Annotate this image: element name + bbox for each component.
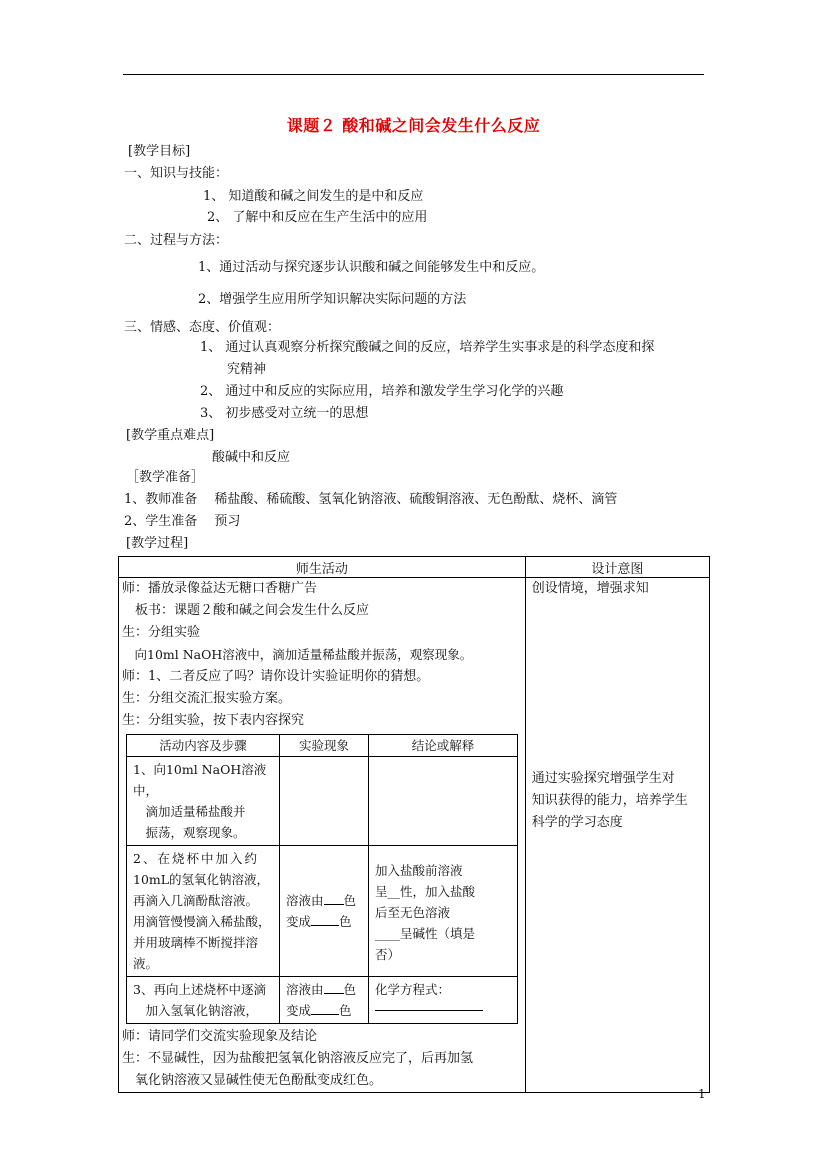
activity-line: 生：分组实验，按下表内容探究 [122, 713, 305, 728]
keypoints-text: 酸碱中和反应 [212, 450, 291, 465]
cell-line: 滴加适量稀盐酸并 [133, 804, 246, 819]
objective-item: 3、 初步感受对立统一的思想 [200, 406, 369, 421]
cell-line: 否） [375, 947, 401, 962]
equation-blank [375, 1000, 483, 1011]
experiment-table [126, 734, 518, 1024]
objectives-heading: [教学目标] [128, 144, 191, 159]
col-header-intent: 设计意图 [525, 557, 709, 578]
cell-line: 用滴管慢慢滴入稀盐酸， [133, 914, 271, 929]
exp-row1-conclusion [369, 757, 518, 846]
intent-cell [525, 578, 709, 1093]
activity-cell [119, 578, 526, 1093]
exp-row1-steps [127, 757, 280, 846]
header-rule [123, 74, 704, 75]
teacher-preparation: 1、教师准备 稀盐酸、稀硫酸、氢氧化钠溶液、硫酸铜溶液、无色酚酞、烧杯、滴管 [124, 492, 618, 507]
cell-line: 加入盐酸前溶液 [375, 863, 463, 878]
intent-line: 通过实验探究增强学生对 [531, 771, 675, 786]
cell-line: 振荡，观察现象。 [133, 825, 246, 840]
section-process: 二、过程与方法： [124, 233, 229, 248]
exp-row1-phenomenon [280, 757, 369, 846]
student-preparation: 2、学生准备 预习 [124, 514, 241, 529]
cell-line: 呈__性，加入盐酸 [375, 884, 476, 899]
cell-line: 2、在烧杯中加入约 [133, 851, 259, 866]
phenomenon-line: 变成 色 [286, 1003, 352, 1018]
objective-item: 2、 了解中和反应在生产生活中的应用 [207, 210, 428, 225]
section-attitude: 三、情感、态度、价值观： [124, 320, 281, 335]
phenomenon-line: 溶液由 色 [286, 982, 357, 997]
preparation-heading: ［教学准备］ [126, 470, 205, 485]
exp-row3-phenomenon [280, 977, 369, 1024]
exp-row2-conclusion [369, 846, 518, 977]
exp-header-phenomenon: 实验现象 [280, 735, 369, 757]
activity-line: 师：播放录像益达无糖口香糖广告 [122, 581, 318, 596]
activity-line: 生：不显碱性，因为盐酸把氢氧化钠溶液反应完了，后再加氢 [122, 1051, 474, 1066]
cell-line: 并用玻璃棒不断搅拌溶 [133, 935, 259, 950]
exp-row3-conclusion [369, 977, 518, 1024]
activity-line: 氧化钠溶液又显碱性使无色酚酞变成红色。 [122, 1073, 383, 1088]
exp-row2-phenomenon [280, 846, 369, 977]
exp-row3-steps [127, 977, 280, 1024]
equation-label: 化学方程式： [375, 982, 451, 997]
cell-line: 再滴入几滴酚酞溶液。 [133, 893, 259, 908]
page-title: 课题２ 酸和碱之间会发生什么反应 [286, 116, 541, 135]
cell-line: 后至无色溶液 [375, 905, 451, 920]
phenomenon-line: 溶液由 色 [286, 893, 357, 908]
objective-item: 1、 通过认真观察分析探究酸碱之间的反应，培养学生实事求是的科学态度和探 [200, 340, 655, 355]
keypoints-heading: [教学重点难点] [126, 428, 215, 443]
cell-line: 10mL的氢氧化钠溶液， [133, 872, 270, 887]
activity-line: 生：分组实验 [122, 625, 201, 640]
cell-line: 1、向10ml NaOH溶液中， [133, 762, 267, 798]
activity-line: 师：请同学们交流实验现象及结论 [122, 1029, 318, 1044]
col-header-activity: 师生活动 [119, 557, 526, 578]
objective-item: 1、通过活动与探究逐步认识酸和碱之间能够发生中和反应。 [198, 260, 545, 275]
objective-item: 2、 通过中和反应的实际应用，培养和激发学生学习化学的兴趣 [200, 384, 564, 399]
objective-item: 1、 知道酸和碱之间发生的是中和反应 [203, 189, 424, 204]
exp-header-steps: 活动内容及步骤 [127, 735, 280, 757]
exp-row2-steps [127, 846, 280, 977]
process-table [118, 556, 710, 1093]
intent-line: 知识获得的能力，培养学生 [531, 793, 688, 808]
intent-line: 创设情境，增强求知 [531, 581, 649, 596]
section-knowledge: 一、知识与技能： [124, 166, 229, 181]
cell-line: 液。 [133, 956, 159, 971]
objective-item-cont: 究精神 [227, 362, 267, 377]
page-number: 1 [698, 1087, 706, 1101]
cell-line: 加入氢氧化钠溶液， [133, 1003, 259, 1018]
objective-item: 2、增强学生应用所学知识解决实际问题的方法 [198, 292, 467, 307]
activity-line: 向10ml NaOH溶液中，滴加适量稀盐酸并振荡，观察现象。 [122, 647, 473, 662]
exp-header-conclusion: 结论或解释 [369, 735, 518, 757]
cell-line: 3、再向上述烧杯中逐滴 [133, 982, 266, 997]
cell-line: ____呈碱性（填是 [375, 926, 476, 941]
activity-line: 师：1、二者反应了吗？请你设计实验证明你的猜想。 [122, 669, 430, 684]
phenomenon-line: 变成 色 [286, 914, 352, 929]
process-heading: [教学过程] [126, 536, 189, 551]
intent-line: 科学的学习态度 [531, 815, 623, 830]
activity-line: 板书：课题２酸和碱之间会发生什么反应 [122, 603, 370, 618]
activity-line: 生：分组交流汇报实验方案。 [122, 691, 292, 706]
